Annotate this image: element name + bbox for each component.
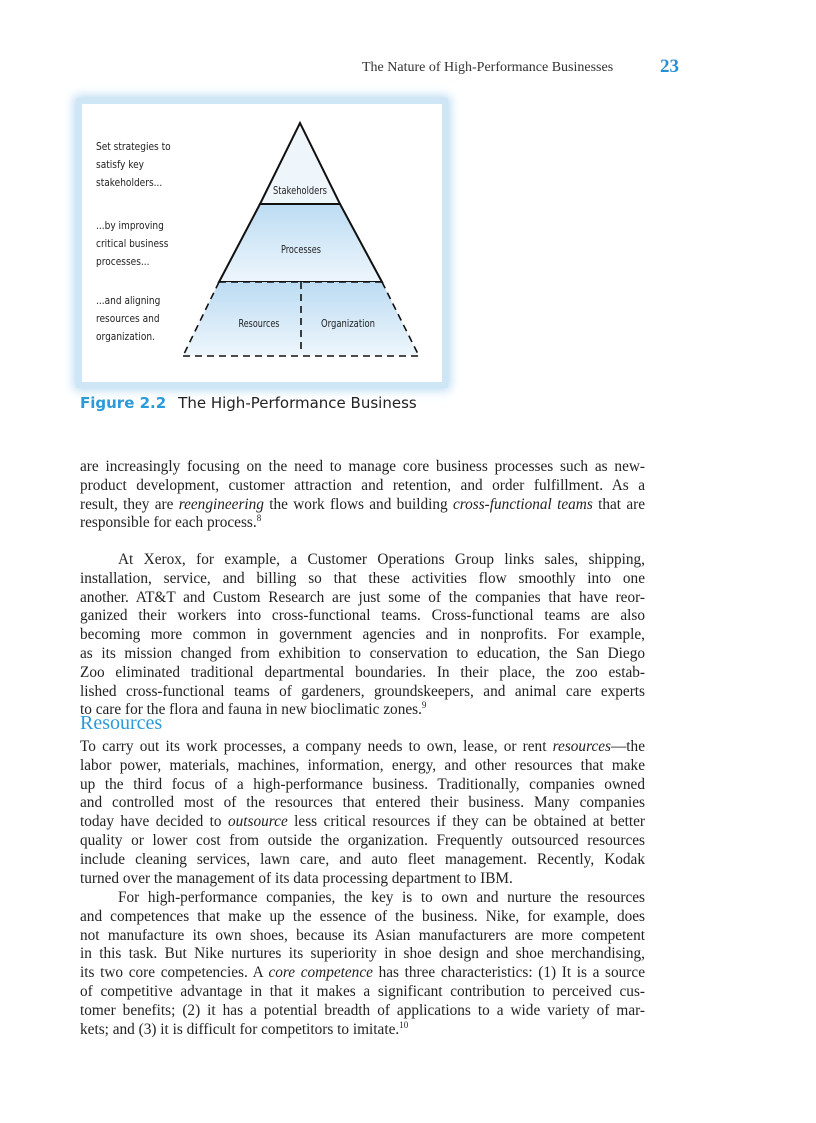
text-run: today have decided to: [80, 813, 228, 831]
label-resources: Resources: [238, 317, 280, 330]
text-line: [80, 607, 645, 626]
text-run: that are: [592, 495, 645, 513]
emphasized-term: core competence: [268, 964, 373, 982]
text-run: and competences that make up the essence of the business. Nike, for example, does: [80, 907, 645, 925]
text-line: [80, 738, 645, 757]
paragraph: [80, 551, 645, 720]
text-run: quality or lower cost from outside the organization. Frequently outsourced resources: [80, 831, 645, 849]
text-run: To carry out its work processes, a company needs to own, lease, or rent: [80, 738, 553, 755]
text-run: installation, service, and billing so that these activities flow smoothly into one: [80, 569, 645, 587]
text-run: lished cross-functional teams of gardeners, groundskeepers, and animal care experts: [80, 682, 645, 700]
text-line: [80, 458, 645, 477]
running-head: The Nature of High-Performance Businesses: [362, 60, 614, 75]
side-note-line: resources and: [96, 312, 160, 325]
text-run: are increasingly focusing on the need to manage core business processes such as new-: [80, 458, 645, 475]
side-note-line: Set strategies to: [96, 140, 171, 153]
text-run: result, they are: [80, 495, 179, 513]
text-run: to care for the flora and fauna in new bioclimatic zones.: [80, 701, 422, 719]
side-note-line: organization.: [96, 330, 155, 343]
text-line: [80, 645, 645, 664]
paragraph: [80, 458, 645, 533]
footnote-marker: 8: [256, 513, 262, 524]
side-note-line: satisfy key: [96, 158, 144, 171]
text-run: as its mission changed from exhibition to conservation to education, the San Diego: [80, 644, 645, 662]
text-run: —the: [611, 738, 645, 755]
text-line: [80, 477, 645, 496]
text-line: [80, 945, 645, 964]
pyramid-diagram: [82, 104, 442, 382]
text-run: has three characteristics: (1) It is a source: [372, 964, 645, 982]
text-run: its two core competencies. A: [80, 964, 269, 982]
text-line: [80, 964, 645, 983]
page-number: 23: [660, 56, 679, 77]
text-run: For high-performance companies, the key is to own and nurture the resources: [118, 889, 645, 906]
text-run: ganized their workers into cross-functional teams. Cross-functional teams are also: [80, 607, 645, 625]
text-line: [80, 626, 645, 645]
text-line: [80, 870, 645, 889]
label-organization: Organization: [321, 317, 376, 330]
text-line: [80, 794, 645, 813]
text-run: responsible for each process.: [80, 514, 257, 532]
side-note-line: ...and aligning: [96, 294, 161, 307]
text-line: [80, 551, 645, 570]
text-line: [80, 1002, 645, 1021]
paragraph: [80, 738, 645, 888]
paragraph: [80, 889, 645, 1039]
text-run: include cleaning services, lawn care, and auto fleet management. Recently, Kodak: [80, 850, 645, 868]
text-line: [80, 496, 645, 515]
text-run: not manufacture its own shoes, because its Asian manufacturers are more competent: [80, 926, 645, 944]
text-run: of competitive advantage in that it makes a significant contribution to perceived cus-: [80, 982, 645, 1000]
text-line: [80, 813, 645, 832]
text-line: [80, 776, 645, 795]
emphasized-term: resources: [552, 738, 611, 755]
figure-pyramid: [82, 104, 442, 382]
text-line: [80, 908, 645, 927]
emphasized-term: outsource: [228, 813, 288, 831]
emphasized-term: cross-functional teams: [452, 495, 593, 513]
side-note-line: processes...: [96, 255, 150, 268]
text-run: the work flows and building: [263, 495, 453, 513]
figure-title: The High-Performance Business: [178, 394, 417, 412]
side-note-line: ...by improving: [96, 219, 164, 232]
text-run: becoming more common in government agencies and in nonprofits. For example,: [80, 626, 645, 644]
text-run: and controlled most of the resources that entered their business. Many companies: [80, 794, 645, 812]
text-line: [80, 589, 645, 608]
text-run: less critical resources if they can be obtained at better: [287, 813, 645, 831]
text-run: labor power, materials, machines, information, energy, and other resources that make: [80, 756, 645, 774]
text-line: [80, 983, 645, 1002]
footnote-marker: 10: [399, 1019, 409, 1030]
label-stakeholders: Stakeholders: [273, 184, 328, 197]
text-run: another. AT&T and Custom Research are just some of the companies that have reor-: [80, 588, 645, 606]
text-line: [80, 832, 645, 851]
section-heading: Resources: [80, 712, 163, 734]
text-line: [80, 851, 645, 870]
text-line: [80, 757, 645, 776]
text-run: up the third focus of a high-performance business. Traditionally, companies owned: [80, 775, 645, 793]
text-run: Zoo eliminated traditional departmental boundaries. In their place, the zoo estab-: [80, 663, 645, 681]
side-note-line: critical business: [96, 237, 169, 250]
text-run: kets; and (3) it is difficult for competitors to imitate.: [80, 1020, 400, 1038]
figure-caption: [80, 394, 417, 412]
emphasized-term: reengineering: [178, 495, 264, 513]
text-line: [80, 701, 645, 720]
text-run: tomer benefits; (2) it has a potential breadth of applications to a wide variety of mar-: [80, 1001, 645, 1019]
text-line: [80, 1021, 645, 1040]
text-run: At Xerox, for example, a Customer Operations Group links sales, shipping,: [118, 551, 645, 568]
text-line: [80, 514, 645, 533]
figure-number: Figure 2.2: [80, 394, 167, 412]
text-run: turned over the management of its data processing department to IBM.: [80, 869, 513, 887]
footnote-marker: 9: [421, 700, 427, 711]
side-note-line: stakeholders...: [96, 176, 163, 189]
text-line: [80, 889, 645, 908]
text-line: [80, 683, 645, 702]
text-line: [80, 570, 645, 589]
text-line: [80, 927, 645, 946]
text-line: [80, 664, 645, 683]
text-run: in this task. But Nike nurtures its superiority in shoe design and shoe merchandising,: [80, 945, 645, 963]
label-processes: Processes: [281, 243, 322, 256]
text-run: product development, customer attraction and retention, and order fulfillment. As a: [80, 476, 645, 494]
